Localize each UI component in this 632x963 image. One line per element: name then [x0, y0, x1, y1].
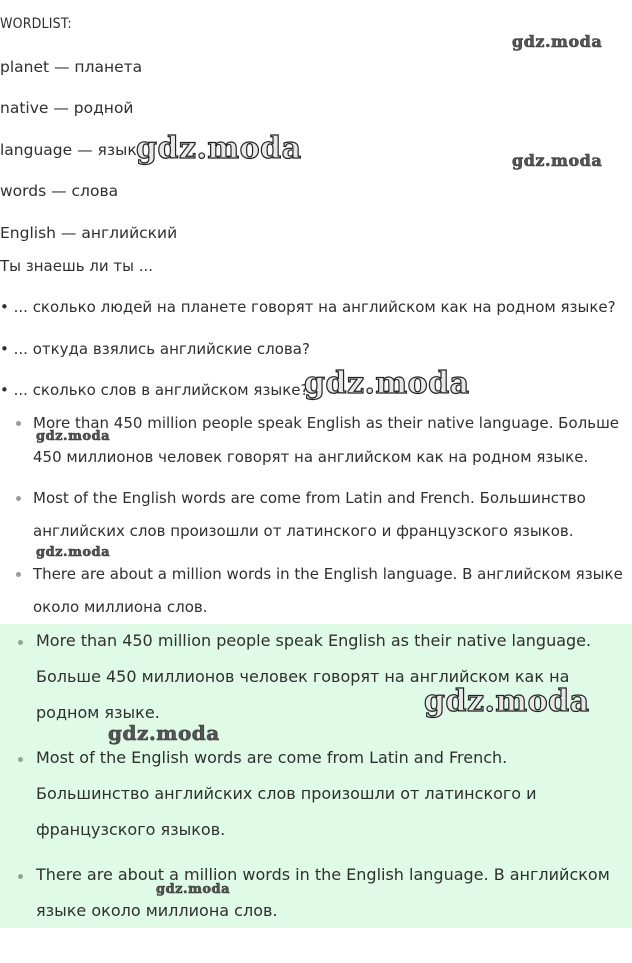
word-item: English — английский	[0, 224, 178, 242]
answer-line: More than 450 million people speak English as their native language.	[36, 631, 592, 650]
word-item: language — язык	[0, 141, 137, 159]
word-item: planet — планета	[0, 58, 143, 76]
answer-line: родном языке.	[36, 703, 160, 722]
word-item: words — слова	[0, 182, 119, 200]
watermark-logo: gdz.moda	[36, 429, 111, 444]
watermark-logo: gdz.moda	[304, 366, 470, 401]
watermark-logo: gdz.moda	[512, 151, 603, 170]
answer-line: английских слов произошли от латинского и французского языков.	[33, 522, 574, 540]
bullet-dot	[18, 874, 23, 879]
watermark-logo: gdz.moda	[512, 32, 603, 51]
wordlist-heading: WORDLIST:	[0, 16, 72, 32]
answer-line: There are about a million words in the English language. В английском языке	[33, 565, 623, 583]
watermark-logo: gdz.moda	[156, 882, 231, 897]
bullet-dot	[18, 640, 23, 645]
answer-line: языке около миллиона слов.	[36, 901, 278, 920]
answer-line: Больше 450 миллионов человек говорят на английском как на	[36, 667, 570, 686]
answer-line: More than 450 million people speak English as their native language. Больше	[33, 414, 620, 432]
answer-line: французского языков.	[36, 820, 226, 839]
answer-line: Most of the English words are come from Latin and French.	[36, 748, 508, 767]
questions-intro: Ты знаешь ли ты ...	[0, 257, 154, 275]
bullet-dot	[16, 496, 21, 501]
answer-line: There are about a million words in the English language. В английском	[36, 865, 610, 884]
bullet-dot	[18, 757, 23, 762]
question-item: • ... сколько людей на планете говорят на английском как на родном языке?	[0, 298, 616, 316]
bullet-dot	[16, 421, 21, 426]
word-item: native — родной	[0, 99, 134, 117]
watermark-logo: gdz.moda	[136, 131, 302, 166]
answer-line: Most of the English words are come from Latin and French. Большинство	[33, 489, 586, 507]
watermark-logo: gdz.moda	[424, 684, 590, 719]
question-item: • ... сколько слов в английском языке?	[0, 381, 309, 399]
watermark-logo: gdz.moda	[36, 545, 111, 560]
question-item: • ... откуда взялись английские слова?	[0, 340, 310, 358]
bullet-dot	[16, 572, 21, 577]
watermark-logo: gdz.moda	[108, 721, 220, 745]
answer-line: Большинство английских слов произошли от латинского и	[36, 784, 537, 803]
answer-line: 450 миллионов человек говорят на английском как на родном языке.	[33, 448, 589, 466]
answer-line: около миллиона слов.	[33, 598, 208, 616]
highlighted-answers	[0, 624, 632, 928]
